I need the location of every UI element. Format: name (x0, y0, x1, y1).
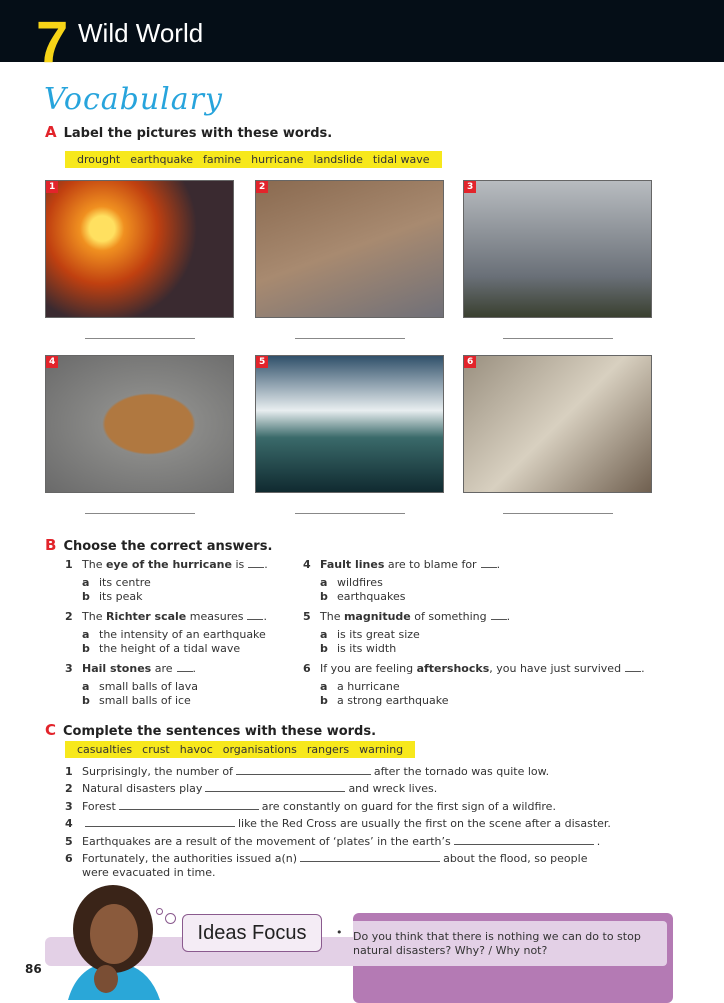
answer-blank[interactable] (85, 818, 235, 827)
word-chip: landslide (313, 153, 363, 166)
option-b[interactable] (82, 590, 142, 603)
sentence-4 (65, 817, 611, 830)
picture-1 (45, 180, 234, 318)
option-a[interactable] (320, 628, 420, 641)
sentence-text: Earthquakes are a result of the movement of ‘plates’ in the earth’s (82, 834, 451, 848)
option-letter: b (320, 694, 328, 707)
picture-4 (45, 355, 234, 493)
option-text: is its great size (337, 628, 420, 641)
exercise-letter: A (45, 123, 57, 141)
question-number: 4 (303, 558, 311, 571)
sentence-text: Surprisingly, the number of (82, 765, 233, 778)
sentence-number: 6 (65, 852, 73, 865)
sentence-text: about the flood, so people (443, 852, 588, 865)
answer-blank (177, 663, 193, 672)
option-a[interactable] (320, 576, 383, 589)
option-text: is its width (337, 642, 397, 655)
sentence-2 (65, 782, 437, 795)
option-text: small balls of ice (99, 694, 191, 707)
word-chip: warning (359, 743, 404, 756)
word-chip: crust (142, 743, 170, 756)
picture-number: 6 (464, 356, 476, 368)
question-number: 3 (65, 662, 73, 675)
option-a[interactable] (82, 680, 198, 693)
section-title: Vocabulary (44, 82, 223, 117)
exercise-b-heading (45, 536, 272, 554)
instruction: Choose the correct answers. (63, 539, 273, 554)
question-6: 6 If you are feeling aftershocks, you have just survived . (303, 662, 645, 675)
option-text: the intensity of an earthquake (99, 628, 266, 641)
sentence-6 (65, 852, 587, 865)
key-term: aftershocks (416, 662, 490, 675)
unit-header (0, 0, 724, 75)
word-chip: organisations (222, 743, 297, 756)
question-5: 5 The magnitude of something . (303, 610, 511, 623)
option-text: earthquakes (337, 590, 406, 603)
instruction: Label the pictures with these words. (63, 126, 333, 141)
instruction: Complete the sentences with these words. (63, 724, 377, 739)
answer-line[interactable] (503, 513, 613, 514)
option-text: wildfires (337, 576, 383, 589)
option-letter: b (82, 590, 90, 603)
question-number: 6 (303, 662, 311, 675)
question-text: is (231, 558, 245, 571)
picture-3 (463, 180, 652, 318)
question-1: 1 The eye of the hurricane is . (65, 558, 268, 571)
picture-2 (255, 180, 444, 318)
sentence-text: after the tornado was quite low. (373, 765, 550, 778)
option-letter: a (82, 576, 90, 589)
picture-number: 4 (46, 356, 58, 368)
word-chip: casualties (77, 743, 133, 756)
question-text: The (82, 610, 106, 623)
answer-line[interactable] (295, 338, 405, 339)
key-term: Richter scale (105, 610, 187, 623)
thinking-boy-image (48, 884, 178, 1000)
question-2: 2 The Richter scale measures . (65, 610, 267, 623)
ideas-focus-label: Ideas Focus (182, 914, 322, 952)
question-text: measures (186, 610, 244, 623)
sentence-5 (65, 835, 600, 848)
option-a[interactable] (82, 628, 266, 641)
sentence-number: 5 (65, 834, 73, 848)
answer-blank[interactable] (119, 801, 259, 810)
sentence-text: Natural disasters play (82, 782, 203, 796)
question-text: are to blame for (384, 558, 477, 571)
bullet: • (336, 926, 343, 939)
word-chip: famine (203, 153, 242, 166)
question-number: 1 (65, 558, 73, 571)
exercise-letter: B (45, 536, 57, 554)
picture-number: 2 (256, 181, 268, 193)
sentence-text: Fortunately, the authorities issued a(n) (82, 852, 298, 865)
word-chip: earthquake (130, 153, 193, 166)
key-term: Hail stones (82, 662, 152, 675)
ideas-question (353, 930, 641, 958)
picture-number: 3 (464, 181, 476, 193)
option-letter: a (320, 628, 328, 641)
sentence-number: 3 (65, 799, 73, 813)
answer-blank (625, 663, 641, 672)
sentence-text: like the Red Cross are usually the first on the scene after a disaster. (238, 817, 611, 831)
exercise-c-heading (45, 721, 376, 739)
picture-5 (255, 355, 444, 493)
option-b[interactable] (82, 694, 191, 707)
question-text: , you have just survived (489, 662, 622, 675)
option-b[interactable] (82, 642, 240, 655)
sentence-text: are constantly on guard for the first sign of a wildfire. (261, 799, 556, 813)
unit-title: Wild World (78, 18, 204, 48)
exercise-a-heading (45, 123, 332, 141)
page-number: 86 (25, 962, 42, 976)
option-text: the height of a tidal wave (99, 642, 241, 655)
answer-blank (247, 611, 263, 620)
sentence-continuation: were evacuated in time. (82, 866, 216, 880)
option-letter: b (320, 590, 328, 603)
option-letter: a (320, 576, 328, 589)
option-text: its peak (99, 590, 143, 603)
question-text: are (151, 662, 173, 675)
key-term: magnitude (343, 610, 411, 623)
option-letter: a (82, 680, 90, 693)
option-b[interactable] (320, 590, 406, 603)
answer-line[interactable] (503, 338, 613, 339)
question-line: Do you think that there is nothing we can do to stop (353, 930, 641, 943)
question-number: 2 (65, 610, 73, 623)
picture-number: 5 (256, 356, 268, 368)
sentence-number: 4 (65, 817, 73, 831)
sentence-text: and wreck lives. (348, 782, 438, 796)
question-text: If you are feeling (320, 662, 417, 675)
word-chip: rangers (306, 743, 350, 756)
answer-blank (481, 559, 497, 568)
option-letter: a (82, 628, 90, 641)
sentence-text: . (596, 834, 601, 848)
option-b[interactable] (320, 642, 396, 655)
answer-blank (248, 559, 264, 568)
answer-line[interactable] (295, 513, 405, 514)
option-letter: b (320, 642, 328, 655)
answer-blank[interactable] (205, 783, 345, 792)
sentence-1 (65, 765, 549, 778)
question-3: 3 Hail stones are . (65, 662, 196, 675)
sentence-number: 2 (65, 782, 73, 796)
word-chip: hurricane (251, 153, 304, 166)
answer-blank[interactable] (236, 766, 371, 775)
answer-blank (491, 611, 507, 620)
answer-blank[interactable] (454, 836, 594, 845)
option-a[interactable] (320, 680, 400, 693)
option-letter: b (82, 642, 90, 655)
picture-number: 1 (46, 181, 58, 193)
question-text: The (320, 610, 344, 623)
option-text: its centre (99, 576, 151, 589)
word-chip: drought (77, 153, 121, 166)
sentence-number: 1 (65, 765, 73, 778)
option-text: small balls of lava (99, 680, 199, 693)
word-chip: tidal wave (372, 153, 430, 166)
sentence-text: Forest (82, 799, 116, 813)
question-text: of something (410, 610, 487, 623)
option-letter: a (320, 680, 328, 693)
question-text: The (82, 558, 106, 571)
question-line: natural disasters? Why? / Why not? (353, 944, 548, 957)
option-letter: b (82, 694, 90, 707)
sentence-3 (65, 800, 556, 813)
option-text: a hurricane (337, 680, 400, 693)
question-4: 4 Fault lines are to blame for . (303, 558, 501, 571)
exercise-letter: C (45, 721, 57, 739)
picture-6 (463, 355, 652, 493)
word-box-c (65, 741, 415, 758)
key-term: eye of the hurricane (105, 558, 232, 571)
answer-blank[interactable] (300, 853, 440, 862)
answer-line[interactable] (85, 513, 195, 514)
option-text: a strong earthquake (337, 694, 449, 707)
word-box-a (65, 151, 442, 168)
question-number: 5 (303, 610, 311, 623)
option-a[interactable] (82, 576, 151, 589)
answer-line[interactable] (85, 338, 195, 339)
key-term: Fault lines (320, 558, 385, 571)
word-chip: havoc (179, 743, 213, 756)
option-b[interactable] (320, 694, 449, 707)
unit-number: 7 (36, 10, 69, 75)
